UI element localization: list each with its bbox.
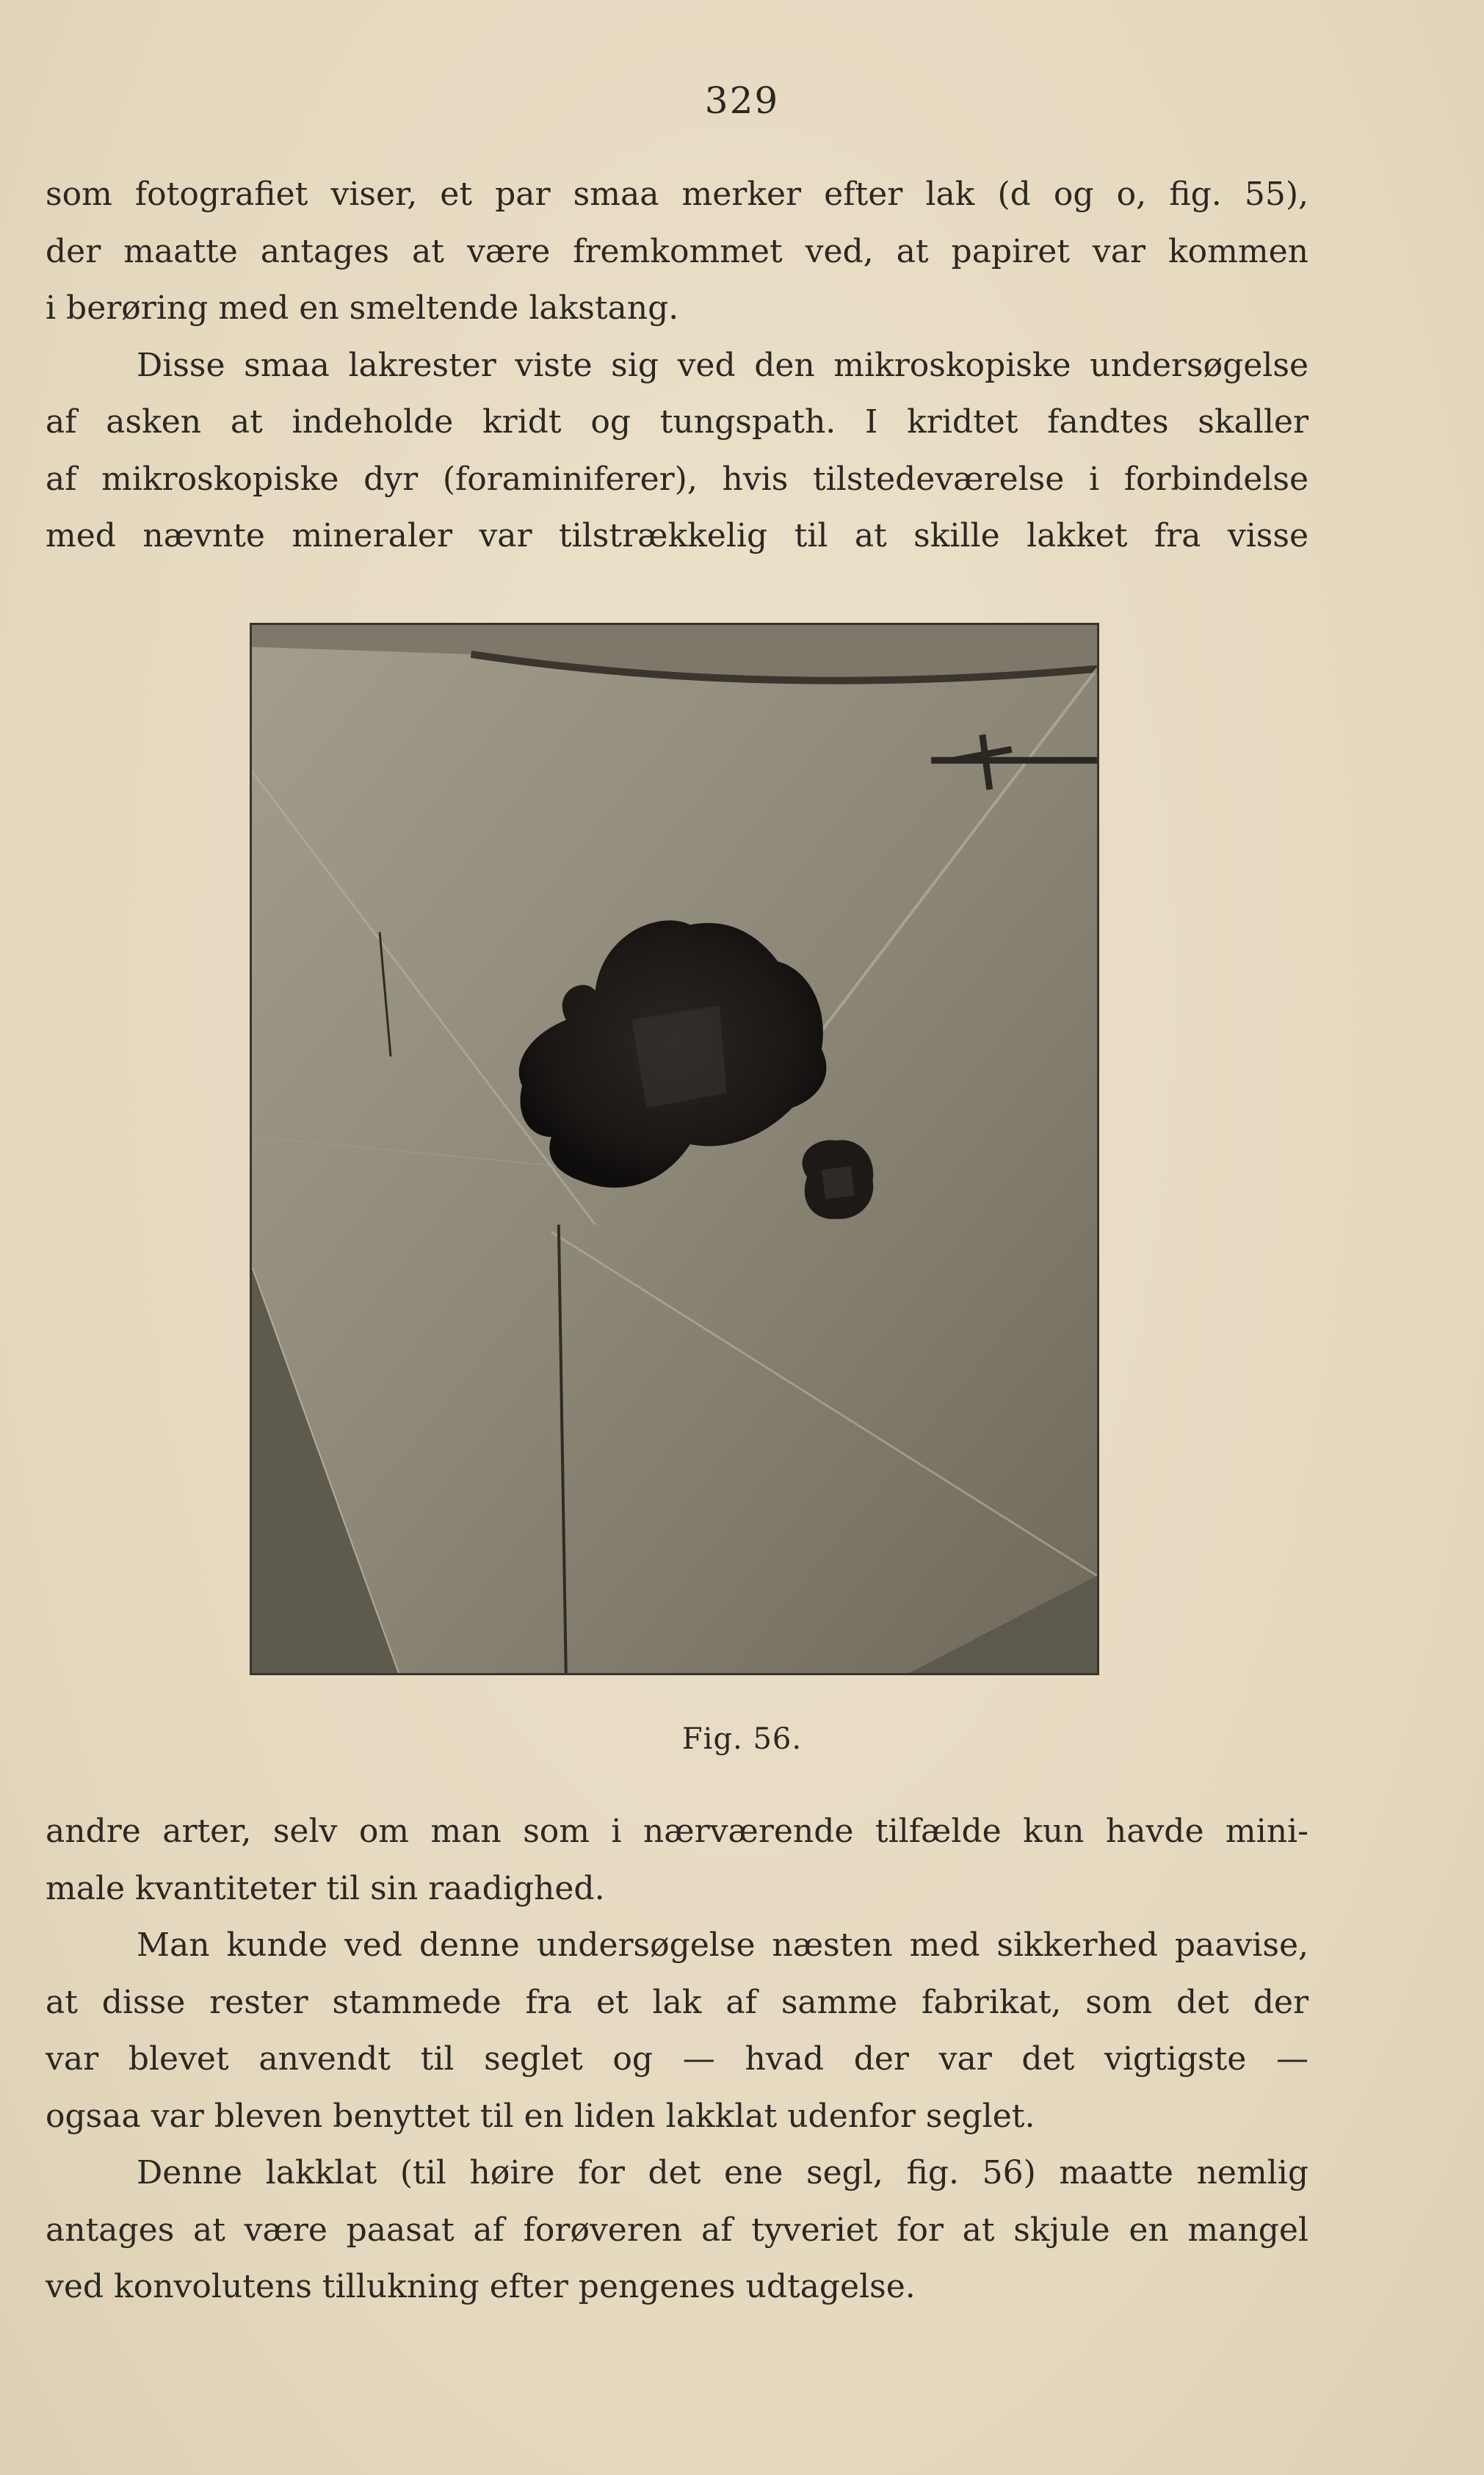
text-line: ved konvolutens tillukning efter pengenes udtagelse. — [46, 2268, 916, 2305]
figure-caption: Fig. 56. — [681, 1722, 803, 1756]
text-line: der maatte antages at være fremkommet ved, at papiret var kommen — [46, 232, 1309, 270]
text-line: af mikroskopiske dyr (foraminiferer), hvis tilstedeværelse i forbindelse — [46, 460, 1309, 498]
text-line: som fotografiet viser, et par smaa merker efter lak (d og o, fig. 55), — [46, 176, 1309, 213]
page-number: 329 — [704, 79, 780, 122]
text-line: i berøring med en smeltende lakstang. — [46, 289, 679, 327]
text-line: andre arter, selv om man som i nærværende tilfælde kun havde mini- — [46, 1813, 1309, 1850]
text-line: antages at være paasat af forøveren af tyveriet for at skjule en mangel — [46, 2211, 1309, 2249]
text-line: Denne lakklat (til høire for det ene segl, fig. 56) maatte nemlig — [137, 2154, 1309, 2192]
text-line: at disse rester stammede fra et lak af samme fabrikat, som det der — [46, 1983, 1309, 2021]
text-block-top — [46, 166, 1309, 565]
text-block-bottom — [46, 1803, 1309, 2316]
text-line: male kvantiteter til sin raadighed. — [46, 1869, 605, 1907]
text-line: Man kunde ved denne undersøgelse næsten med sikkerhed paavise, — [137, 1926, 1309, 1964]
text-line: var blevet anvendt til seglet og — hvad der var det vigtigste — — [46, 2040, 1309, 2078]
figure-photograph-envelope-seal — [250, 623, 1099, 1675]
text-line: af asken at indeholde kridt og tungspath. I kridtet fandtes skaller — [46, 403, 1309, 441]
text-line: Disse smaa lakrester viste sig ved den mikroskopiske undersøgelse — [137, 346, 1309, 384]
text-line: ogsaa var bleven benyttet til en liden lakklat udenfor seglet. — [46, 2097, 1035, 2135]
text-line: med nævnte mineraler var tilstrækkelig til at skille lakket fra visse — [46, 517, 1309, 554]
